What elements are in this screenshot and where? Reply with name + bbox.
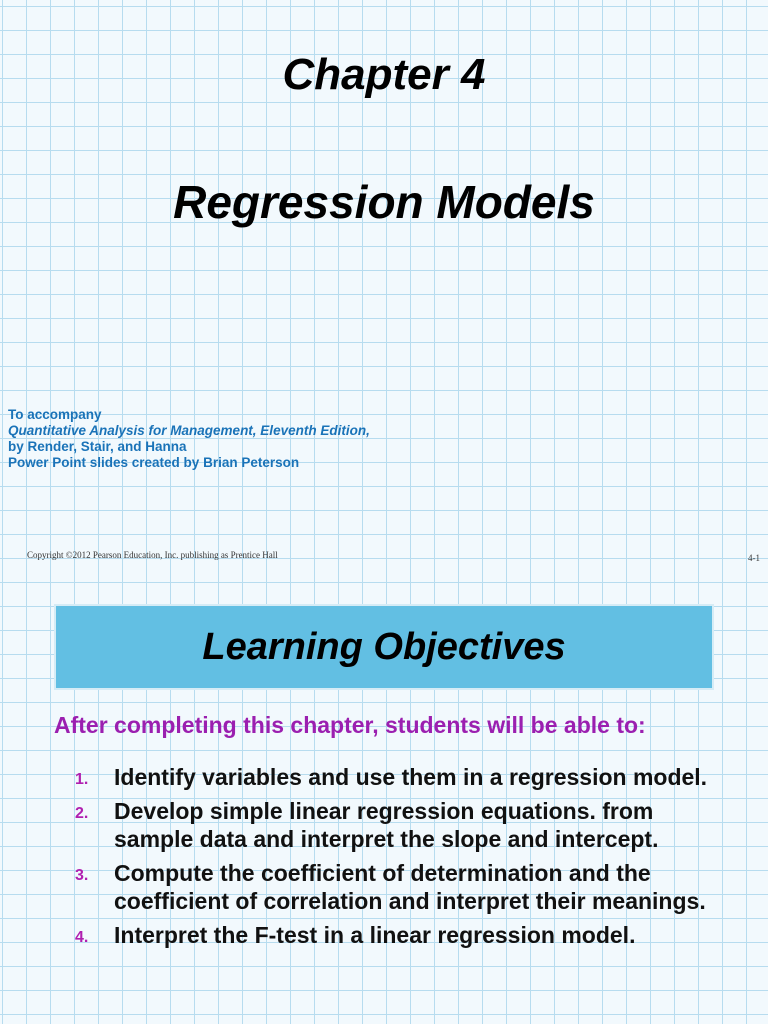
objective-number: 3. — [75, 867, 89, 884]
slide-title: Regression Models — [173, 176, 595, 228]
chapter-title: Chapter 4 — [282, 50, 486, 99]
objectives-banner — [54, 604, 714, 690]
objectives-intro: After completing this chapter, students will be able to: — [54, 712, 646, 738]
objective-item — [0, 921, 768, 949]
objective-item — [0, 797, 768, 853]
objective-text: Compute the coefficient of determination and the coefficient of correlation and interpret their meanings. — [114, 860, 706, 914]
objective-number: 4. — [75, 929, 89, 946]
objective-item — [0, 763, 768, 791]
accompany-line: To accompany — [8, 407, 102, 422]
objectives-list — [0, 763, 768, 955]
objectives-slide — [0, 580, 768, 1024]
book-title: Quantitative Analysis for Management, Eleventh Edition, — [8, 423, 370, 438]
slide-number: 4-1 — [748, 553, 760, 563]
credit-line: Power Point slides created by Brian Peterson — [8, 455, 300, 470]
accompany-block — [8, 407, 370, 471]
objective-number: 1. — [75, 771, 89, 788]
objective-item — [0, 859, 768, 915]
objective-text: Interpret the F-test in a linear regression model. — [114, 922, 636, 948]
objective-number: 2. — [75, 805, 89, 822]
copyright-text: Copyright ©2012 Pearson Education, Inc. publishing as Prentice Hall — [27, 550, 278, 560]
objective-text: Develop simple linear regression equations. from sample data and interpret the slope and intercept. — [114, 798, 659, 852]
objectives-title: Learning Objectives — [202, 625, 566, 668]
authors-line: by Render, Stair, and Hanna — [8, 439, 187, 454]
objective-text: Identify variables and use them in a regression model. — [114, 764, 708, 790]
